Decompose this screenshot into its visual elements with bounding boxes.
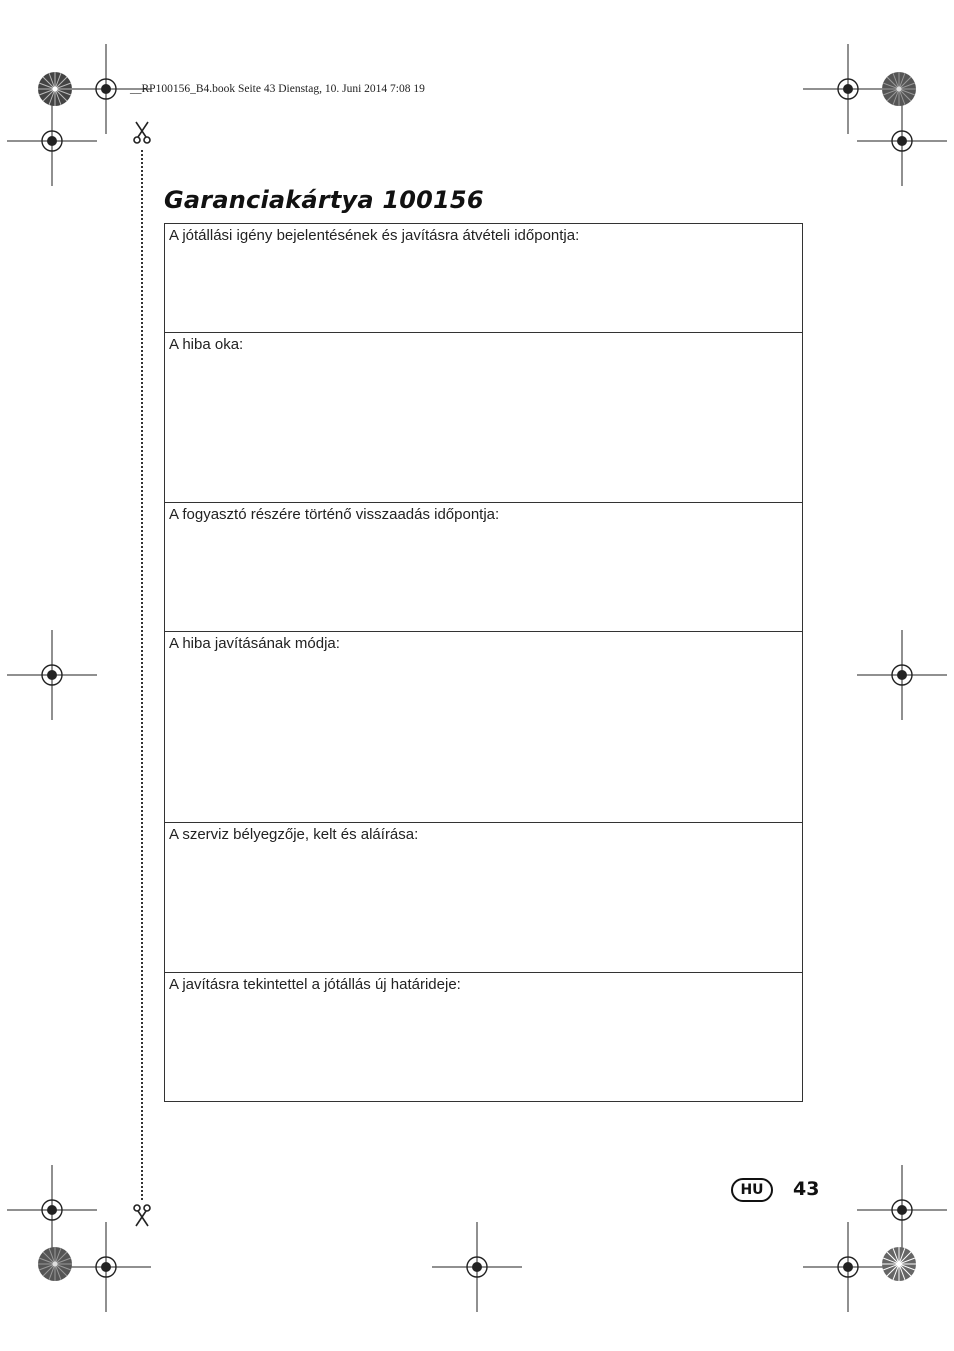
form-row-return-date[interactable] bbox=[165, 503, 802, 632]
form-row-service-stamp[interactable] bbox=[165, 823, 802, 973]
language-badge: HU bbox=[731, 1178, 773, 1202]
row-label: A javításra tekintettel a jótállás új határideje: bbox=[169, 976, 461, 993]
crosshair-icon bbox=[803, 1222, 893, 1312]
row-label: A hiba oka: bbox=[169, 336, 244, 353]
print-header: __RP100156_B4.book Seite 43 Dienstag, 10. Juni 2014 7:08 19 bbox=[130, 83, 425, 95]
row-label: A fogyasztó részére történő visszaadás időpontja: bbox=[169, 506, 500, 523]
crosshair-icon bbox=[432, 1222, 522, 1312]
form-row-new-deadline[interactable] bbox=[165, 973, 802, 1101]
form-row-claim-date[interactable] bbox=[165, 224, 802, 333]
cut-line bbox=[141, 150, 143, 1200]
warranty-form bbox=[164, 223, 803, 1102]
crosshair-icon bbox=[857, 96, 947, 186]
starburst-icon bbox=[37, 1246, 73, 1282]
starburst-icon bbox=[881, 71, 917, 107]
row-label: A hiba javításának módja: bbox=[169, 635, 340, 652]
crosshair-icon bbox=[7, 630, 97, 720]
page-number: 43 bbox=[793, 1178, 820, 1200]
form-row-repair-method[interactable] bbox=[165, 632, 802, 823]
form-row-fault-cause[interactable] bbox=[165, 333, 802, 503]
row-label: A szerviz bélyegzője, kelt és aláírása: bbox=[169, 826, 419, 843]
page-title: Garanciakártya 100156 bbox=[164, 186, 484, 214]
crosshair-icon bbox=[61, 1222, 151, 1312]
starburst-icon bbox=[37, 71, 73, 107]
row-label: A jótállási igény bejelentésének és javításra átvételi időpontja: bbox=[169, 227, 580, 244]
crosshair-icon bbox=[7, 96, 97, 186]
starburst-icon bbox=[881, 1246, 917, 1282]
crosshair-icon bbox=[857, 630, 947, 720]
